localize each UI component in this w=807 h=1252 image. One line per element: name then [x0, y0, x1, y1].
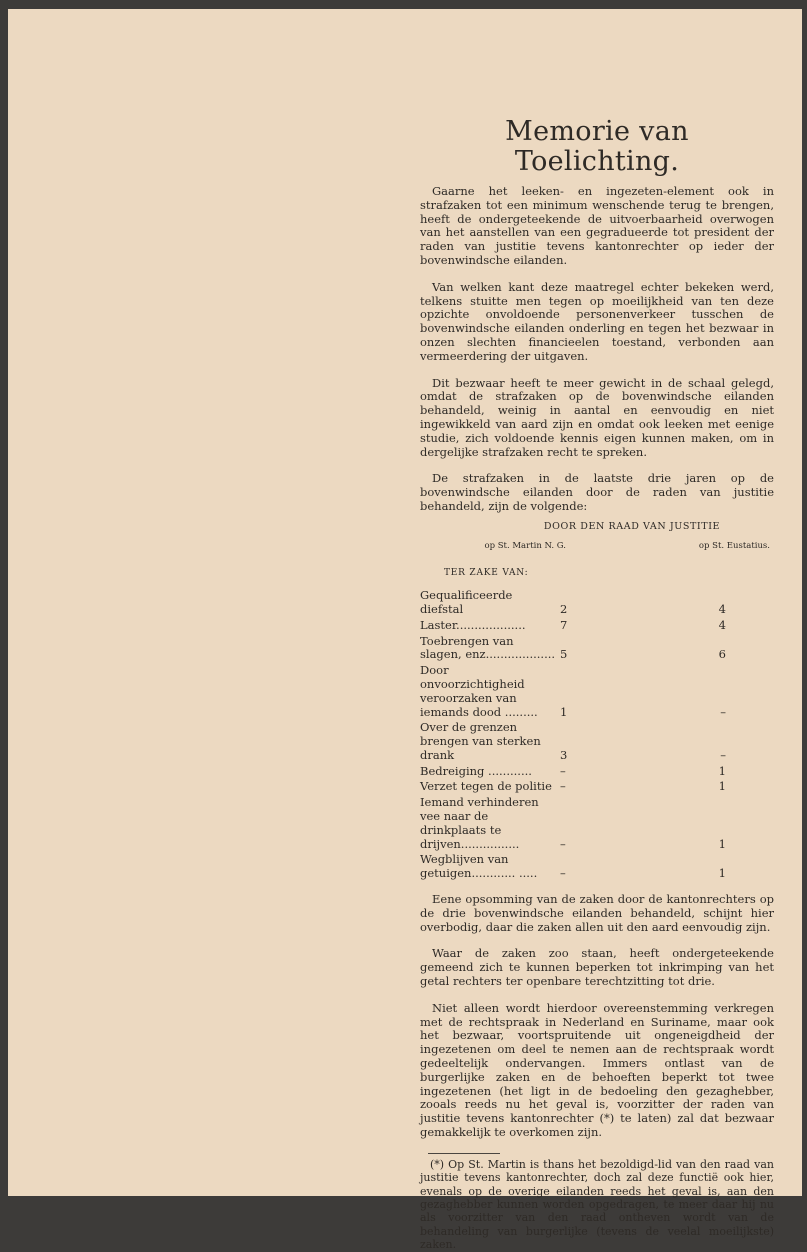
- row-value-st-eustatius: –: [720, 747, 726, 762]
- row-label: Wegblijven van getuigen............ .....: [420, 852, 538, 881]
- row-value-st-eustatius: 4: [718, 601, 726, 616]
- table-row: [420, 635, 774, 663]
- table-row: [420, 796, 774, 851]
- paragraph-2: Van welken kant deze maatregel echter bekeken werd, telkens stuitte men tegen op moeilijkheid van ten deze opzichte onvoldoende personenverkeer tusschen de bovenwindsche eilanden onderling en tegen het bezwaar in onzen slechten financieelen toestand, verbonden aan vermeerdering der uitgaven.: [420, 279, 774, 363]
- table-row: [420, 589, 774, 617]
- row-value-st-eustatius: 1: [718, 779, 726, 794]
- table-column-headers: [420, 540, 774, 554]
- table-row: [420, 664, 774, 719]
- row-label: Door onvoorzichtigheid veroorzaken van iemands dood .........: [420, 663, 538, 719]
- row-value-st-martin: –: [560, 779, 566, 794]
- row-value-st-eustatius: 6: [718, 647, 726, 662]
- row-value-st-martin: 1: [560, 704, 568, 719]
- table-row: [420, 619, 774, 633]
- row-value-st-martin: –: [560, 763, 566, 778]
- paragraph-3: Dit bezwaar heeft te meer gewicht in de schaal gelegd, omdat de strafzaken op de bovenwindsche eilanden behandeld, weinig in aantal en eenvoudig en niet ingewikkeld van aard zijn en omdat ook leeken met eenige studie, zich voldoende kennis eigen kunnen maken, om in dergelijke strafzaken recht te spreken.: [420, 375, 774, 459]
- row-value-st-eustatius: 1: [718, 836, 726, 851]
- paragraph-4: De strafzaken in de laatste drie jaren op de bovenwindsche eilanden door de raden van justitie behandeld, zijn de volgende:: [420, 471, 774, 513]
- column-header-st-eustatius: op St. Eustatius.: [698, 540, 770, 551]
- row-label: Verzet tegen de politie: [420, 779, 552, 794]
- cases-table: [420, 520, 774, 881]
- paragraph-1: Gaarne het leeken- en ingezeten-element ook in strafzaken tot een minimum wenschende terug te brengen, heeft de ondergeteekende de uitvoerbaarheid overwogen van het aanstellen van een gegradueerde tot president der raden van justitie tevens kantonrechter op ieder der bovenwindsche eilanden.: [420, 184, 774, 267]
- row-label: Laster...................: [420, 617, 526, 632]
- row-value-st-martin: –: [560, 836, 566, 851]
- row-label: Iemand verhinderen vee naar de drinkplaats te drijven................: [420, 795, 539, 851]
- row-value-st-eustatius: 4: [718, 617, 726, 632]
- row-value-st-eustatius: 1: [718, 763, 726, 778]
- table-row: [420, 780, 774, 794]
- row-label: Gequalificeerde diefstal: [420, 588, 513, 616]
- row-value-st-eustatius: –: [720, 704, 726, 719]
- footnote-divider: [428, 1153, 500, 1154]
- table-section-label: TER ZAKE VAN:: [444, 568, 529, 579]
- paragraph-7: Niet alleen wordt hierdoor overeenstemming verkregen met de rechtspraak in Nederland en Suriname, maar ook het bezwaar, voortspruitende uit ongeneigdheid der ingezetenen om deel te nemen aan de rechtspraak wordt gedeeltelijk ondervangen. Immers ontlast van de burgerlijke zaken en de behoeften beperkt tot twee ingezetenen (het ligt in de bedoeling den gezaghebber, zooals reeds nu het geval is, voorzitter der raden van justitie tevens kantonrechter (*) te laten) zal dat bezwaar gemakkelijk te overkomen zijn.: [420, 1000, 774, 1140]
- table-row: [420, 853, 774, 881]
- document-title: Memorie van Toelichting.: [505, 116, 689, 177]
- column-header-st-martin: op St. Martin N. G.: [484, 540, 566, 551]
- row-value-st-martin: 5: [560, 647, 568, 662]
- row-label: Over de grenzen brengen van sterken drank: [420, 720, 541, 762]
- row-value-st-martin: 2: [560, 601, 568, 616]
- row-value-st-martin: 7: [560, 617, 568, 632]
- paragraph-5: Eene opsomming van de zaken door de kantonrechters op de drie bovenwindsche eilanden behandeld, schijnt hier overbodig, daar die zaken allen uit den aard eenvoudig zijn.: [420, 892, 774, 934]
- row-label: Toebrengen van slagen, enz...................: [420, 633, 556, 662]
- row-value-st-martin: –: [560, 866, 566, 881]
- row-label: Bedreiging ............: [420, 763, 532, 778]
- row-value-st-martin: 3: [560, 747, 568, 762]
- footnote: (*) Op St. Martin is thans het bezoldigd-lid van den raad van justitie tevens kantonrechter, doch zal deze functië ook hier, evenals op de overige eilanden reeds het geval is, aan den gezaghebber kunnen worden opgedragen, te meer daar hij nu als voorzitter van den raad ontheven wordt van de behandeling van burgerlijke (tevens de veelal moeilijkste) zaken.: [420, 1157, 774, 1252]
- memorie-column: [420, 117, 774, 1252]
- paper-sheet: [8, 9, 802, 1252]
- table-row: [420, 765, 774, 779]
- row-value-st-eustatius: 1: [718, 866, 726, 881]
- table-row: [420, 721, 774, 762]
- table-header-main: DOOR DEN RAAD VAN JUSTITIE: [543, 520, 721, 532]
- paragraph-6: Waar de zaken zoo staan, heeft ondergeteekende gemeend zich te kunnen beperken tot inkrimping van het getal rechters ter openbare terechtzitting tot drie.: [420, 946, 774, 989]
